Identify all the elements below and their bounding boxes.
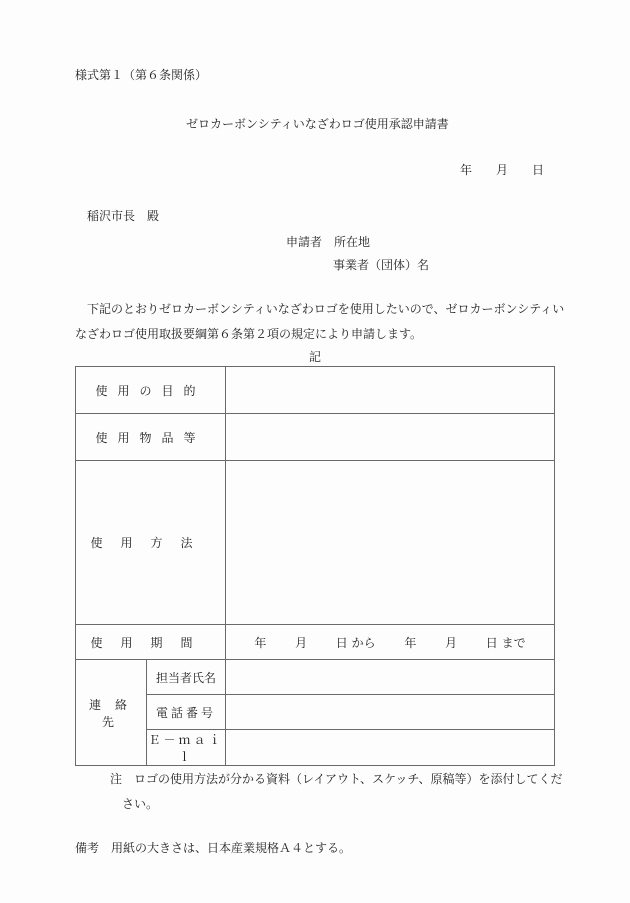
note-line-2: さい。 — [122, 797, 159, 811]
remarks: 備考 用紙の大きさは、日本産業規格Ａ４とする。 — [75, 841, 352, 855]
date-month: 月 — [496, 163, 509, 177]
period-label: 使用期間 — [76, 625, 226, 660]
body-text-line-1: 下記のとおりゼロカーボンシティいなざわロゴを使用したいので、ゼロカーボンシティい — [87, 302, 565, 316]
method-label: 使用方法 — [76, 461, 226, 625]
items-field[interactable] — [226, 414, 555, 461]
phone-field[interactable] — [226, 695, 555, 730]
date-day: 日 — [532, 163, 545, 177]
period-end-day: 日 まで — [485, 635, 526, 650]
document-title: ゼロカーボンシティいなざわロゴ使用承認申請書 — [186, 117, 449, 131]
applicant-address-label: 申請者 所在地 — [286, 235, 371, 249]
phone-label: 電話番号 — [147, 695, 226, 730]
contact-person-field[interactable] — [226, 660, 555, 695]
period-start-day: 日 から — [335, 635, 376, 650]
date-year: 年 — [460, 163, 473, 177]
period-end-month: 月 — [445, 635, 458, 650]
form-number: 様式第１（第６条関係） — [75, 68, 208, 82]
contact-label: 連絡先 — [76, 660, 147, 766]
body-text-line-2: なざわロゴ使用取扱要綱第６条第２項の規定により申請します。 — [75, 327, 423, 341]
addressee: 稲沢市長 殿 — [87, 209, 160, 223]
email-field[interactable] — [226, 730, 555, 766]
purpose-label: 使用の目的 — [76, 367, 226, 414]
applicant-name-label: 事業者（団体）名 — [333, 258, 430, 272]
note-line-1: 注 ロゴの使用方法が分かる資料（レイアウト、スケッチ、原稿等）を添付してくだ — [110, 772, 563, 786]
email-label: Ｅ－ｍａｉｌ — [147, 730, 226, 766]
purpose-field[interactable] — [226, 367, 555, 414]
period-start-month: 月 — [295, 635, 308, 650]
ki-label: 記 — [309, 350, 322, 364]
period-field[interactable] — [226, 625, 555, 660]
period-end-year: 年 — [404, 635, 417, 650]
contact-person-label: 担当者氏名 — [147, 660, 226, 695]
items-label: 使用物品等 — [76, 414, 226, 461]
method-field[interactable] — [226, 461, 555, 625]
application-table — [75, 366, 555, 766]
period-start-year: 年 — [254, 635, 267, 650]
